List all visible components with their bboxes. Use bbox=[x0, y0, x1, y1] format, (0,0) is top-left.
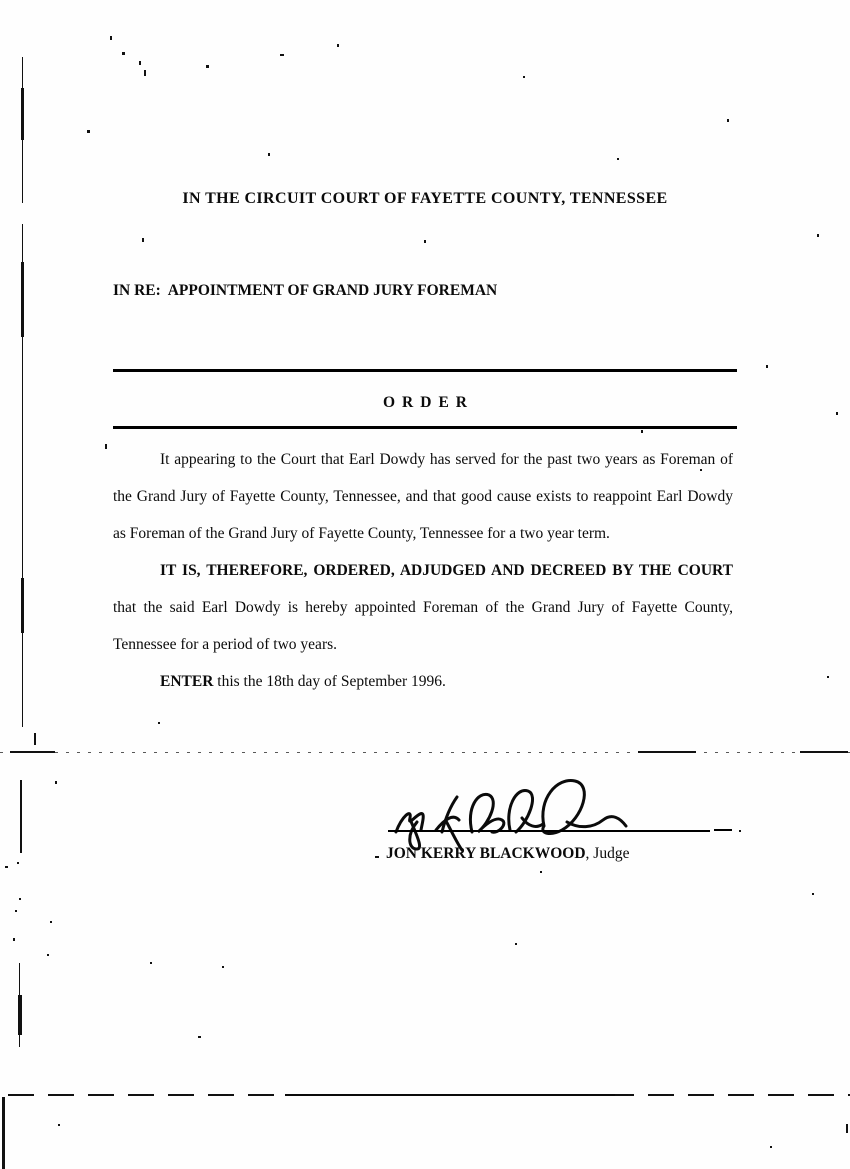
judge-signature-image bbox=[386, 774, 642, 852]
order-paragraph-3-rest: this the 18th day of September 1996. bbox=[213, 673, 446, 690]
order-paragraph-1: It appearing to the Court that Earl Dowdy has served for the past two years as Foreman of the Grand Jury of Fayette County, Tennessee, and that good cause exists to reappoint Earl Dowdy as Foreman of the Grand Jury of Fayette County, Tennessee for a two year term. bbox=[113, 451, 733, 542]
scan-speckle bbox=[540, 871, 542, 873]
scan-speckle bbox=[158, 722, 160, 724]
signature-line bbox=[388, 830, 710, 832]
scan-speckle bbox=[110, 36, 112, 40]
scan-speckle bbox=[17, 862, 19, 864]
scan-speckle bbox=[766, 365, 768, 368]
scan-speckle bbox=[641, 430, 643, 433]
scan-speckle bbox=[142, 238, 144, 242]
scan-speckle bbox=[817, 234, 819, 237]
scan-speckle bbox=[5, 866, 8, 868]
scan-speckle bbox=[812, 893, 814, 895]
scan-speckle bbox=[375, 856, 379, 858]
scan-speckle bbox=[87, 130, 90, 133]
scan-line-artifact bbox=[34, 733, 36, 745]
order-body bbox=[113, 441, 733, 700]
horizontal-rule-top bbox=[113, 369, 737, 372]
scan-speckle bbox=[55, 781, 57, 784]
fold-line-dash bbox=[10, 751, 55, 753]
signature-line-dot bbox=[739, 830, 741, 832]
scan-speckle bbox=[122, 52, 125, 55]
scan-speckle bbox=[19, 898, 21, 900]
scan-speckle bbox=[139, 61, 141, 65]
scan-speckle bbox=[144, 70, 146, 76]
order-paragraph-2-lead: IT IS, THEREFORE, ORDERED, ADJUDGED AND DECREED BY THE COURT bbox=[160, 562, 733, 579]
scan-speckle bbox=[105, 444, 107, 449]
scan-speckle bbox=[515, 943, 517, 945]
scan-speckle bbox=[727, 119, 729, 122]
scan-line-artifact bbox=[2, 1097, 5, 1169]
scan-speckle bbox=[198, 1036, 201, 1038]
fold-line-dash bbox=[800, 751, 848, 753]
scan-speckle bbox=[523, 76, 525, 78]
scan-speckle bbox=[150, 962, 152, 964]
scan-speckle bbox=[770, 1146, 772, 1148]
order-paragraph-3 bbox=[113, 663, 733, 700]
bottom-scan-line-solid bbox=[285, 1094, 615, 1096]
order-paragraph-2-rest: that the said Earl Dowdy is hereby appointed Foreman of the Grand Jury of Fayette County, Tennessee for a period of two years. bbox=[113, 599, 733, 653]
judge-title: , Judge bbox=[585, 845, 630, 862]
scan-speckle bbox=[15, 910, 17, 912]
case-caption: IN RE: APPOINTMENT OF GRAND JURY FOREMAN bbox=[113, 282, 498, 299]
page-fold-line bbox=[0, 752, 850, 753]
scan-speckle bbox=[58, 1124, 60, 1126]
scan-speckle bbox=[827, 676, 829, 678]
order-heading: ORDER bbox=[383, 394, 474, 411]
scan-speckle bbox=[617, 158, 619, 160]
signature-line-dash bbox=[714, 829, 732, 831]
scan-speckle bbox=[836, 412, 838, 415]
horizontal-rule-bottom bbox=[113, 426, 737, 429]
scan-speckle bbox=[13, 938, 15, 941]
enter-label: ENTER bbox=[160, 673, 214, 690]
fold-line-dash bbox=[638, 751, 696, 753]
scan-speckle bbox=[206, 65, 209, 68]
scan-speckle bbox=[424, 240, 426, 243]
scan-speckle bbox=[280, 54, 284, 56]
court-title: IN THE CIRCUIT COURT OF FAYETTE COUNTY, TENNESSEE bbox=[182, 190, 668, 207]
scan-speckle bbox=[337, 44, 339, 47]
scan-speckle bbox=[700, 469, 702, 471]
scan-line-artifact bbox=[21, 578, 24, 633]
scan-line-artifact bbox=[18, 995, 22, 1035]
scan-speckle bbox=[50, 921, 52, 923]
scan-line-artifact bbox=[21, 262, 25, 337]
scan-speckle bbox=[268, 153, 270, 156]
scan-line-artifact bbox=[846, 1124, 848, 1133]
signature-name-line bbox=[386, 845, 629, 863]
scan-line-artifact bbox=[20, 780, 22, 853]
scan-speckle bbox=[47, 954, 49, 956]
scan-line-artifact bbox=[21, 88, 24, 140]
scan-speckle bbox=[222, 966, 224, 968]
judge-name: JON KERRY BLACKWOOD bbox=[386, 845, 586, 862]
order-paragraph-2 bbox=[113, 552, 733, 663]
